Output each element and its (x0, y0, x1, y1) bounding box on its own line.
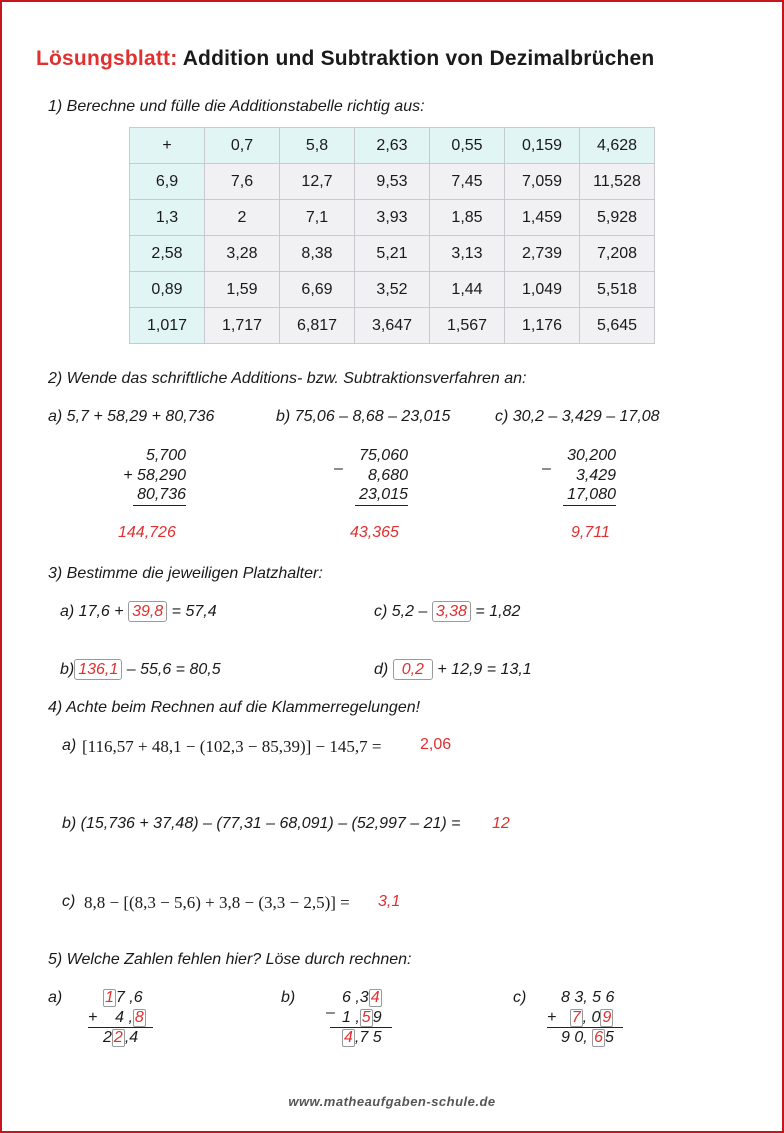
task5a-row2: + 4 , (88, 1008, 133, 1026)
task5b-label: b) (281, 989, 296, 1006)
table-cell: 3,93 (355, 200, 430, 236)
task2b-line3: 23,015 (355, 485, 408, 506)
table-header-cell: 5,8 (280, 128, 355, 164)
task5b-column (330, 988, 392, 1048)
task2b-line1: 75,060 (359, 447, 408, 464)
table-cell: 3,28 (205, 236, 280, 272)
task5-heading: 5) Welche Zahlen fehlen hier? Löse durch rechnen: (48, 951, 412, 968)
table-cell: 3,13 (430, 236, 505, 272)
task4c-expression: 8,8 − [(8,3 − 5,6) + 3,8 − (3,3 − 2,5)] = (84, 893, 350, 912)
task5a-label: a) (48, 989, 63, 1006)
table-cell: 1,717 (205, 308, 280, 344)
task5c-row2: , 0 (582, 1008, 601, 1026)
task3-heading: 3) Bestimme die jeweiligen Platzhalter: (48, 565, 323, 582)
task5b-box2: 5 (361, 1008, 371, 1026)
task5b-row2-end: 9 (372, 1008, 382, 1026)
task3b (60, 659, 221, 680)
task1-heading: 1) Berechne und fülle die Additionstabelle richtig aus: (48, 98, 425, 115)
table-cell: 7,1 (280, 200, 355, 236)
table-row (130, 164, 655, 200)
table-cell: 1,176 (505, 308, 580, 344)
table-cell: 5,928 (580, 200, 655, 236)
task2-heading: 2) Wende das schriftliche Additions- bzw. Subtraktionsverfahren an: (48, 370, 527, 387)
task5c-row3: 9 0, (561, 1029, 593, 1046)
task5b-box1: 4 (370, 989, 380, 1006)
task3a-text: a) 17,6 + (60, 603, 124, 620)
table-cell: 6,817 (280, 308, 355, 344)
table-cell: 3,52 (355, 272, 430, 308)
task2c-line2: 3,429 (575, 466, 616, 484)
task3c-text-end: = 1,82 (475, 603, 521, 620)
task2a-line1: 5,700 (145, 447, 186, 464)
addition-table (129, 127, 655, 344)
table-cell: 2,739 (505, 236, 580, 272)
task4c-label: c) (62, 893, 76, 910)
task3d-answer-box: 0,2 (393, 659, 433, 680)
table-cell: 7,45 (430, 164, 505, 200)
table-header-cell: 2,63 (355, 128, 430, 164)
task5c-box3: 6 (594, 1029, 604, 1046)
task3d (374, 659, 532, 680)
task2c-minus-sign: – (542, 460, 551, 477)
task2b-line2: 8,680 (367, 466, 408, 484)
table-row (130, 128, 655, 164)
task2b-minus-sign: – (334, 460, 343, 477)
table-cell: 1,049 (505, 272, 580, 308)
task5b-minus-sign: – (326, 1004, 335, 1021)
task2c-label: c) 30,2 – 3,429 – 17,08 (495, 408, 660, 425)
table-header-cell: 0,89 (130, 272, 205, 308)
table-row (130, 272, 655, 308)
task5a-row3-digit: 2 (103, 1029, 112, 1046)
table-header-cell: + (130, 128, 205, 164)
table-header-cell: 0,159 (505, 128, 580, 164)
task2c-column (548, 446, 616, 506)
page-title (36, 47, 654, 71)
task2a-line2: + 58,290 (123, 466, 186, 484)
task4a-expression: [116,57 + 48,1 − (102,3 − 85,39)] − 145,7 = (82, 737, 382, 756)
task5a-row3-end: ,4 (124, 1029, 139, 1046)
task2c-result: 9,711 (571, 524, 610, 541)
task3b-answer-box: 136,1 (74, 659, 122, 680)
task5a-box1: 1 (105, 989, 114, 1006)
task5c-column (547, 988, 623, 1048)
table-cell: 8,38 (280, 236, 355, 272)
task5b-row2: 1 , (342, 1008, 360, 1026)
table-row (130, 200, 655, 236)
task3d-text: d) (374, 661, 389, 678)
table-cell: 5,21 (355, 236, 430, 272)
task3c (374, 601, 520, 622)
table-cell: 11,528 (580, 164, 655, 200)
task2a-line3: 80,736 (133, 485, 186, 506)
task4c-result: 3,1 (378, 893, 401, 910)
table-cell: 7,6 (205, 164, 280, 200)
task5a-box3: 2 (113, 1029, 123, 1046)
task3c-text: c) 5,2 – (374, 603, 428, 620)
task2a-result: 144,726 (118, 524, 176, 541)
task3a-answer-box: 39,8 (128, 601, 167, 622)
task3a (60, 601, 217, 622)
table-cell: 1,44 (430, 272, 505, 308)
table-cell: 7,059 (505, 164, 580, 200)
table-cell: 3,647 (355, 308, 430, 344)
task2b-result: 43,365 (350, 524, 399, 541)
task5c-row1: 8 3, 5 6 (561, 989, 615, 1006)
task4a-result: 2,06 (420, 736, 452, 753)
table-header-cell: 2,58 (130, 236, 205, 272)
task3d-text-end: + 12,9 = 13,1 (437, 661, 532, 678)
table-header-cell: 0,55 (430, 128, 505, 164)
table-cell: 9,53 (355, 164, 430, 200)
task3a-text-end: = 57,4 (171, 603, 217, 620)
task5c-plus-sign: + (547, 1008, 557, 1026)
table-cell: 2 (205, 200, 280, 236)
table-cell: 5,645 (580, 308, 655, 344)
table-cell: 1,459 (505, 200, 580, 236)
table-row (130, 308, 655, 344)
task5a-box2: 8 (134, 1008, 144, 1026)
task5a-column (88, 988, 153, 1048)
task4a-label: a) (62, 737, 77, 754)
task5c-box2: 9 (602, 1008, 612, 1026)
task5b-row1: 6 ,3 (342, 989, 369, 1006)
task2c-line3: 17,080 (563, 485, 616, 506)
task2b-column (340, 446, 408, 506)
table-row (130, 236, 655, 272)
task3c-answer-box: 3,38 (432, 601, 471, 622)
table-cell: 12,7 (280, 164, 355, 200)
task5c-box1: 7 (571, 1008, 581, 1026)
task5c-row3-end: 5 (605, 1029, 614, 1046)
footer-website: www.matheaufgaben-schule.de (288, 1094, 496, 1109)
task3b-text: b) (60, 661, 75, 678)
task5c-label: c) (513, 989, 527, 1006)
table-cell: 6,69 (280, 272, 355, 308)
task2b-label: b) 75,06 – 8,68 – 23,015 (276, 408, 451, 425)
table-cell: 5,518 (580, 272, 655, 308)
task4b-expression: b) (15,736 + 37,48) – (77,31 – 68,091) – (52,997 – 21) = (62, 815, 461, 832)
task5b-box3: 4 (344, 1029, 353, 1046)
task5a-row1: 7 ,6 (115, 989, 143, 1006)
table-cell: 1,567 (430, 308, 505, 344)
table-header-cell: 1,3 (130, 200, 205, 236)
table-header-cell: 4,628 (580, 128, 655, 164)
task3b-text-end: – 55,6 = 80,5 (126, 661, 221, 678)
task4-heading: 4) Achte beim Rechnen auf die Klammerregelungen! (48, 699, 421, 716)
table-header-cell: 6,9 (130, 164, 205, 200)
task2a-column (100, 446, 186, 506)
table-header-cell: 0,7 (205, 128, 280, 164)
task5b-row3: ,7 5 (354, 1029, 382, 1046)
task2c-line1: 30,200 (567, 447, 616, 464)
title-prefix: Lösungsblatt: (36, 47, 178, 70)
table-cell: 7,208 (580, 236, 655, 272)
task4b-result: 12 (492, 815, 510, 832)
table-cell: 1,85 (430, 200, 505, 236)
table-cell: 1,59 (205, 272, 280, 308)
task2a-label: a) 5,7 + 58,29 + 80,736 (48, 408, 215, 425)
title-main: Addition und Subtraktion von Dezimalbrüchen (182, 47, 655, 70)
table-header-cell: 1,017 (130, 308, 205, 344)
